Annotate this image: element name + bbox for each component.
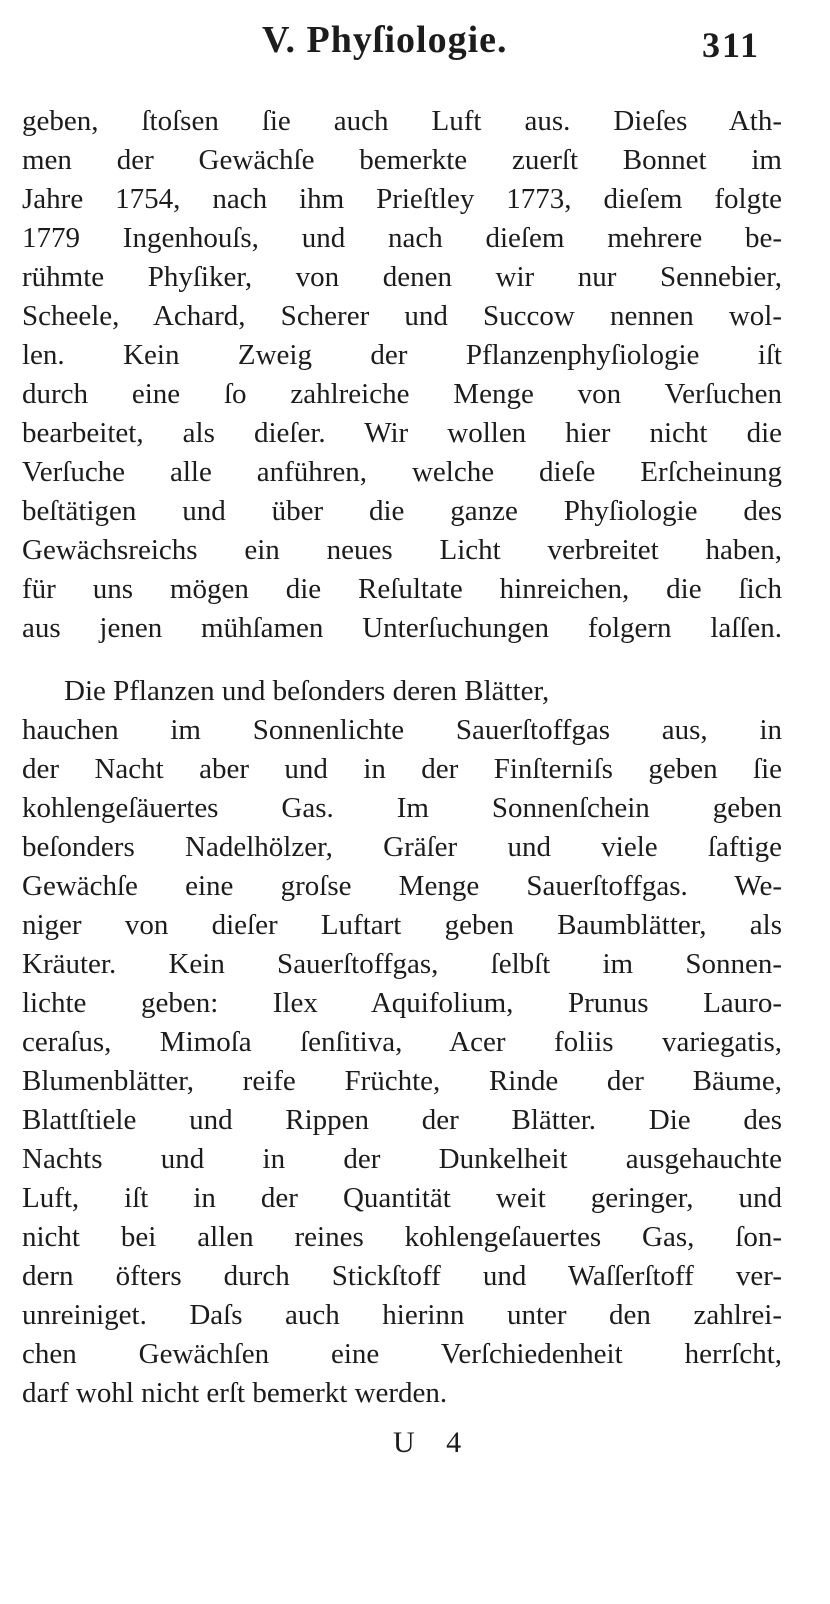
text-line: len. Kein Zweig der Pflanzenphyſiologie iſt [22,339,782,371]
chapter-title: V. Phyſiologie. [262,19,508,61]
text-line: lichte geben: Ilex Aquifolium, Prunus Lauro- [22,987,782,1019]
paragraph-2 [22,672,782,1413]
text-line: geben, ſtoſsen ſie auch Luft aus. Dieſes Ath- [22,105,782,137]
text-line: kohlengeſäuertes Gas. Im Sonnenſchein geben [22,792,782,824]
text-line: niger von dieſer Luftart geben Baumblätter, als [22,909,782,941]
text-line: Nachts und in der Dunkelheit ausgehauchte [22,1143,782,1175]
text-line: Gewächſe eine groſse Menge Sauerſtoffgas. We- [22,870,782,902]
text-line: Jahre 1754, nach ihm Prieſtley 1773, dieſem folgte [22,183,782,215]
text-line: beſonders Nadelhölzer, Gräſer und viele ſaftige [22,831,782,863]
text-line: 1779 Ingenhouſs, und nach dieſem mehrere be- [22,222,782,254]
paragraph-1 [22,102,782,648]
text-line: aus jenen mühſamen Unterſuchungen folgern laſſen. [22,612,782,644]
text-line: bearbeitet, als dieſer. Wir wollen hier nicht die [22,417,782,449]
text-line: chen Gewächſen eine Verſchiedenheit herrſcht, [22,1338,782,1370]
text-line: Gewächsreichs ein neues Licht verbreitet haben, [22,534,782,566]
text-line: dern öfters durch Stickſtoff und Waſſerſtoff ver- [22,1260,782,1292]
text-line: Verſuche alle anführen, welche dieſe Erſcheinung [22,456,782,488]
text-line: Kräuter. Kein Sauerſtoffgas, ſelbſt im Sonnen- [22,948,782,980]
text-line: rühmte Phyſiker, von denen wir nur Sennebier, [22,261,782,293]
text-line: Blattſtiele und Rippen der Blätter. Die des [22,1104,782,1136]
text-line: men der Gewächſe bemerkte zuerſt Bonnet im [22,144,782,176]
text-line: nicht bei allen reines kohlengeſauertes Gas, ſon- [22,1221,782,1253]
text-line: für uns mögen die Reſultate hinreichen, die ſich [22,573,782,605]
text-line: Scheele, Achard, Scherer und Succow nennen wol- [22,300,782,332]
text-line: Blumenblätter, reife Früchte, Rinde der Bäume, [22,1065,782,1097]
page-number: 311 [702,25,761,65]
text-line: hauchen im Sonnenlichte Sauerſtoffgas aus, in [22,714,782,746]
text-line: ceraſus, Mimoſa ſenſitiva, Acer foliis variegatis, [22,1026,782,1058]
text-line: unreiniget. Daſs auch hierinn unter den zahlrei- [22,1299,782,1331]
text-line: beſtätigen und über die ganze Phyſiologie des [22,495,782,527]
text-line: darf wohl nicht erſt bemerkt werden. [22,1377,448,1409]
text-line: Luft, iſt in der Quantität weit geringer, und [22,1182,782,1214]
signature-mark: U 4 [393,1426,474,1459]
text-line: durch eine ſo zahlreiche Menge von Verſuchen [22,378,782,410]
text-line: der Nacht aber und in der Finſterniſs geben ſie [22,753,782,785]
text-line: Die Pflanzen und beſonders deren Blätter, [64,675,550,707]
running-head [0,18,830,78]
